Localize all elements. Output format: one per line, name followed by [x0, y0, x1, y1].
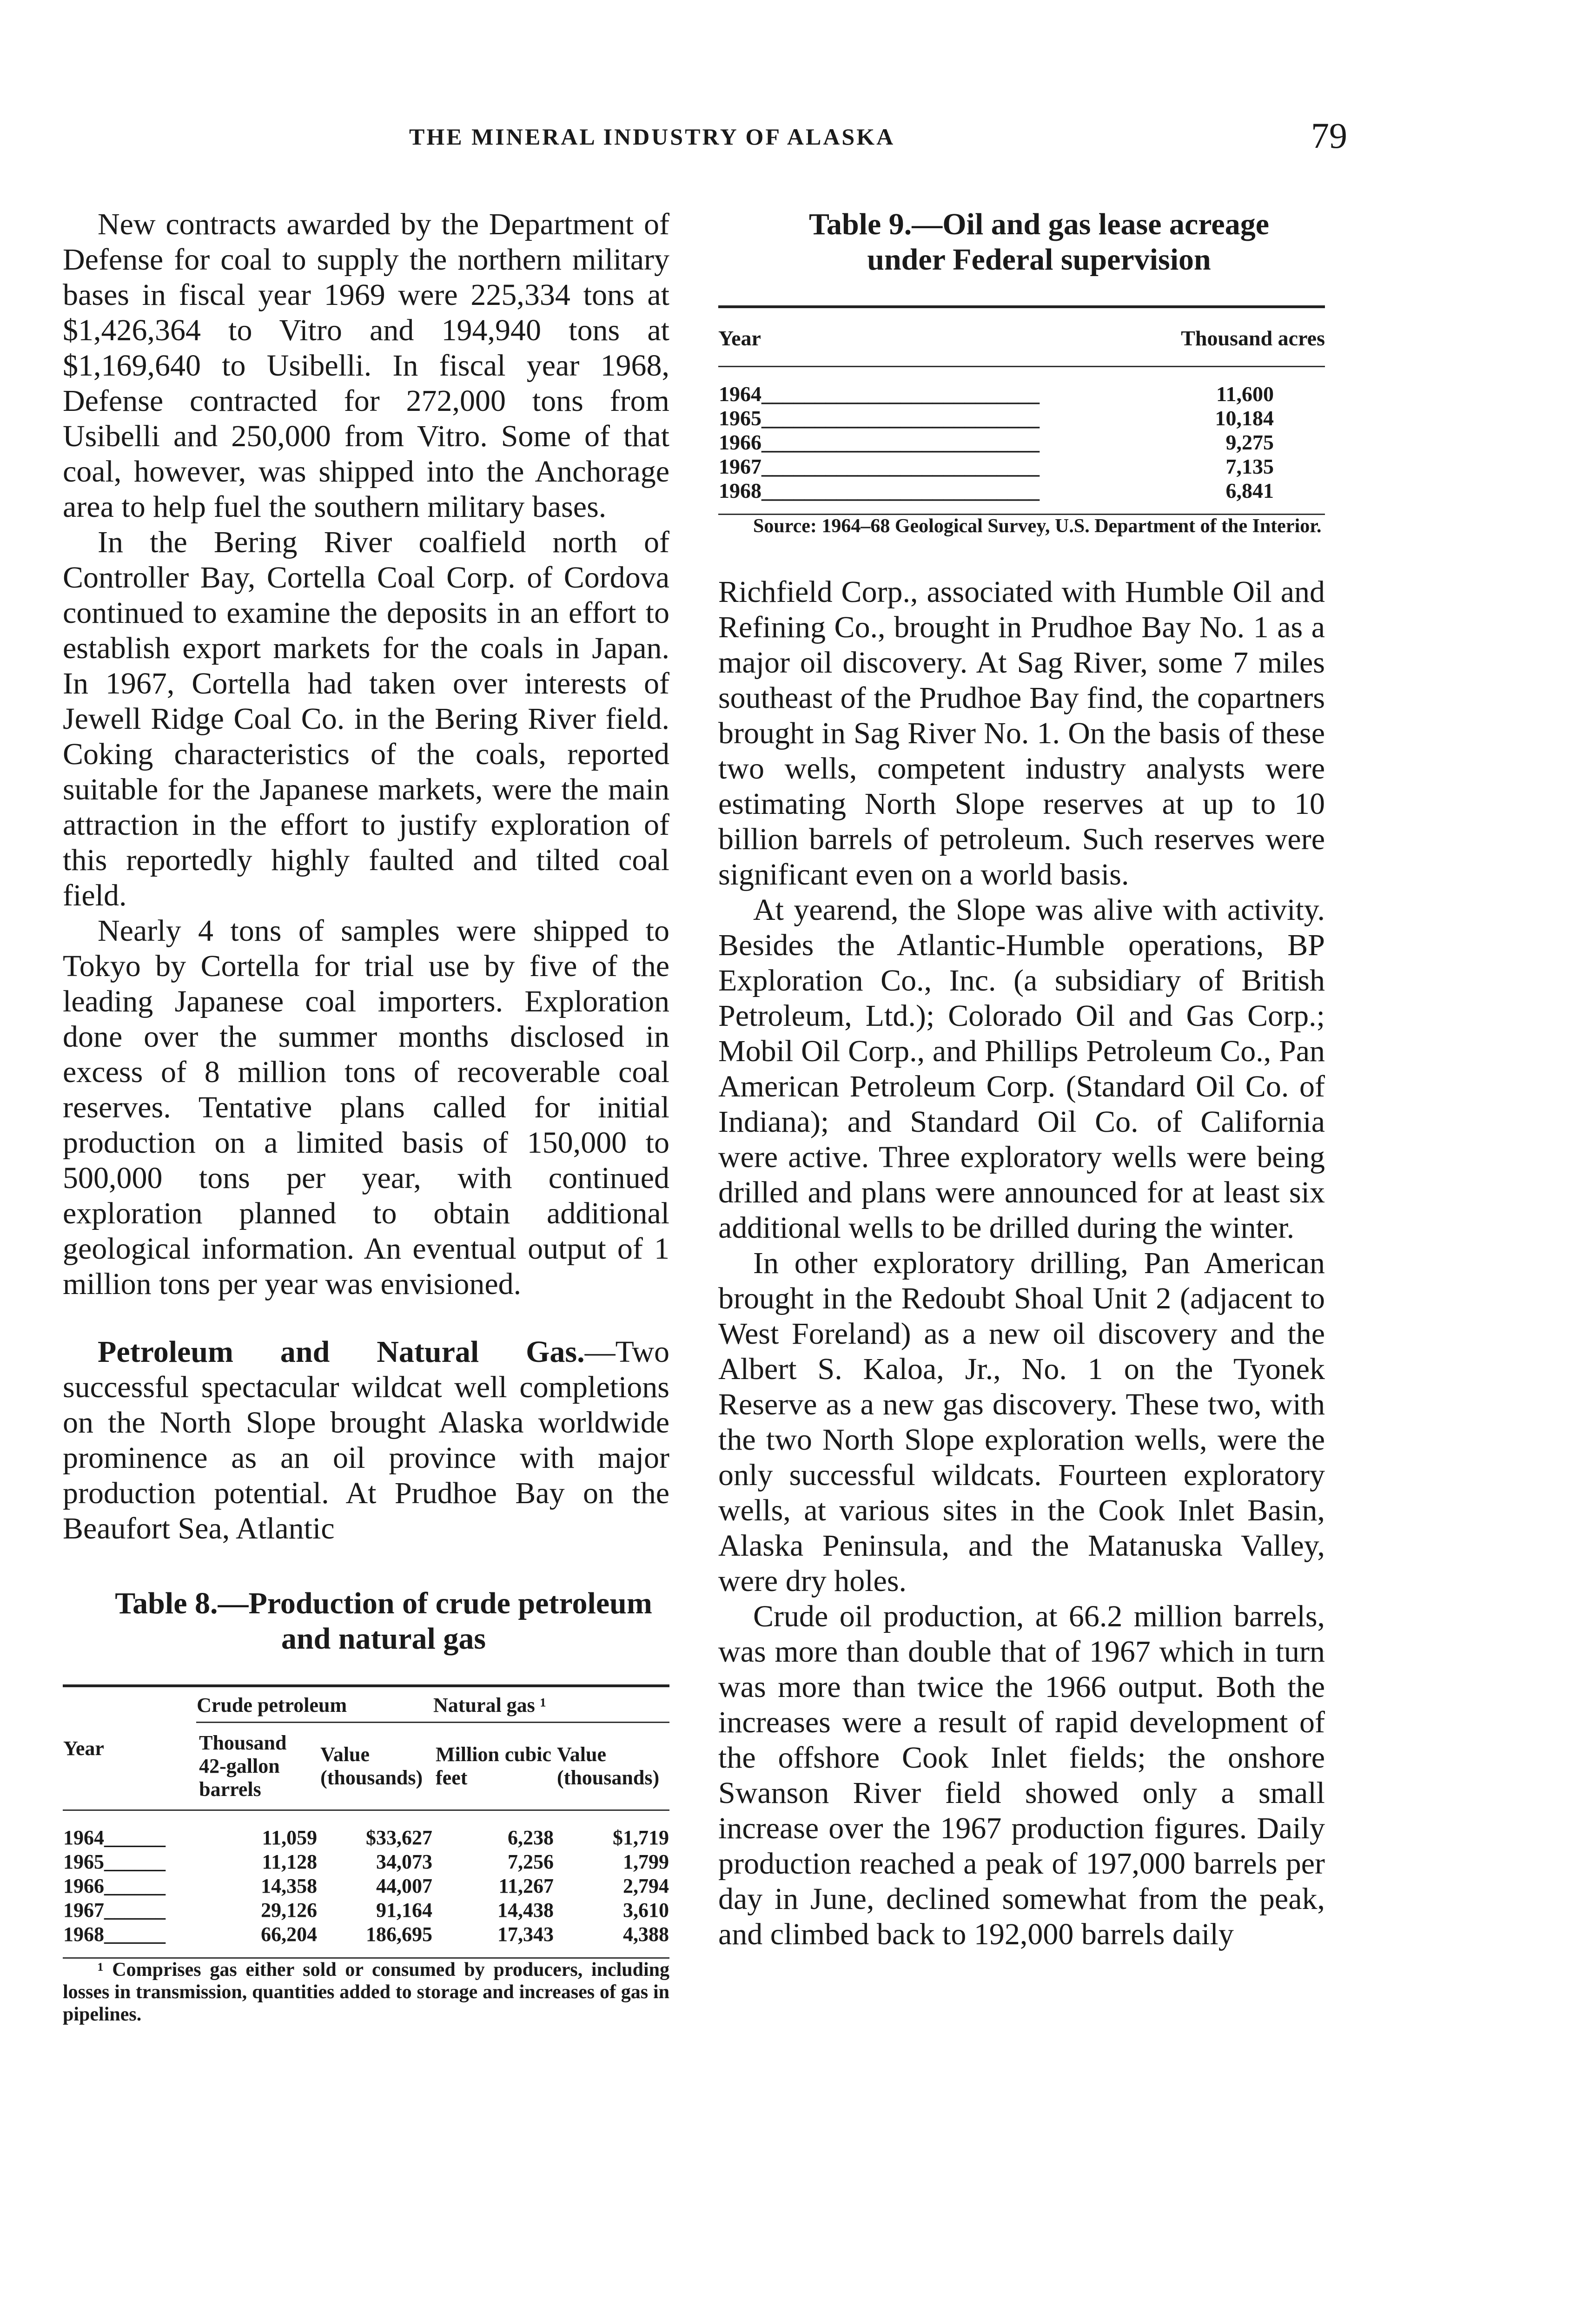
- page-number: 79: [1311, 115, 1347, 156]
- table-row: 1967______ 29,126 91,164 14,438 3,610: [63, 1899, 669, 1921]
- section-paragraph-petroleum: [63, 1334, 669, 1546]
- column-group-header: Natural gas ¹: [433, 1686, 669, 1723]
- column-header: Thousand 42-gallon barrels: [199, 1731, 287, 1801]
- table-8: [63, 1586, 669, 2026]
- column-header: Year: [63, 1736, 104, 1760]
- table-row: 1968______ 66,204 186,695 17,343 4,388: [63, 1922, 669, 1958]
- table-source: Source: 1964–68 Geological Survey, U.S. Department of the Interior.: [753, 515, 1322, 537]
- column-header: Million cubic feet: [436, 1743, 552, 1789]
- body-paragraph: Nearly 4 tons of samples were shipped to Tokyo by Cortella for trial use by five of the leading Japanese coal importers. Exploration done over the summer months disclosed in excess of 8 million tons of recoverable coal reserves. Tentative plans called for initial production on a limited basis of 150,000 to 500,000 tons per year, with continued exploration planned to obtain additional geological information. An eventual output of 1 million tons per year was envisioned.: [63, 914, 669, 1301]
- running-title: THE MINERAL INDUSTRY OF ALASKA: [409, 124, 895, 150]
- column-group-header: Crude petroleum: [196, 1686, 433, 1723]
- table-9: [718, 207, 1325, 537]
- table-row: 1965__________________________ 10,184: [719, 406, 1274, 430]
- table-row: 1966______ 14,358 44,007 11,267 2,794: [63, 1875, 669, 1897]
- body-paragraph: Crude oil production, at 66.2 million barrels, was more than double that of 1967 which in turn was more than twice the 1966 output. Both the increases were a result of rapid development of the offshore Cook Inlet fields; the onshore Swanson River field showed only a small increase over the 1967 production figures. Daily production reached a peak of 197,000 barrels per day in June, declined somewhat from the peak, and climbed back to 192,000 barrels daily: [718, 1599, 1325, 1951]
- column-header: Year: [718, 326, 761, 350]
- body-paragraph: In the Bering River coalfield north of Controller Bay, Cortella Coal Corp. of Cordova continued to examine the deposits in an effort to establish export markets for the coals in Japan. In 1967, Cortella had taken over interests of Jewell Ridge Coal Co. in the Bering River field. Coking characteristics of the coals, reported suitable for the Japanese markets, were the main attraction in the effort to justify exploration of this reportedly highly faulted and tilted coal field.: [63, 525, 669, 912]
- column-header: Thousand acres: [1181, 326, 1325, 350]
- table-caption: and natural gas: [281, 1622, 486, 1656]
- table-row: 1964__________________________ 11,600: [719, 382, 1274, 406]
- section-heading: Petroleum and Natural Gas.: [98, 1335, 585, 1369]
- page-header: [0, 115, 1589, 165]
- column-header: Value (thousands): [320, 1743, 423, 1789]
- right-column: [718, 207, 1325, 1952]
- body-paragraph: In other exploratory drilling, Pan American brought in the Redoubt Shoal Unit 2 (adjacent to West Foreland) as a new oil discovery and the Albert S. Kaloa, Jr., No. 1 on the Tyonek Reserve as a new gas discovery. These two, with the two North Slope exploration wells, were the only successful wildcats. Fourteen exploratory wells, at various sites in the Cook Inlet Basin, Alaska Peninsula, and the Matanuska Valley, were dry holes.: [718, 1246, 1325, 1598]
- column-header: Value (thousands): [557, 1743, 660, 1789]
- lease-acreage-table: [718, 305, 1325, 515]
- section-text: —Two successful spectacular wildcat well completions on the North Slope brought Alaska worldwide prominence as an oil province with major production potential. At Prudhoe Bay on the Beaufort Sea, Atlantic: [63, 1335, 669, 1545]
- body-paragraph: At yearend, the Slope was alive with activity. Besides the Atlantic-Humble operations, BP Exploration Co., Inc. (a subsidiary of British Petroleum, Ltd.); Colorado Oil and Gas Corp.; Mobil Oil Corp., and Phillips Petroleum Co., Pan American Petroleum Corp. (Standard Oil Co. of Indiana); and Standard Oil Co. of California were active. Three exploratory wells were being drilled and plans were announced for at least six additional wells to be drilled during the winter.: [718, 893, 1325, 1245]
- production-table: [63, 1684, 669, 1959]
- table-caption: Table 9.—Oil and gas lease acreage: [809, 207, 1269, 241]
- table-row: 1966__________________________ 9,275: [719, 430, 1274, 454]
- table-caption: under Federal supervision: [867, 243, 1211, 277]
- table-row: 1967__________________________ 7,135: [719, 455, 1274, 478]
- body-paragraph: New contracts awarded by the Department of Defense for coal to supply the northern military bases in fiscal year 1969 were 225,334 tons at $1,426,364 to Vitro and 194,940 tons at $1,169,640 to Usibelli. In fiscal year 1968, Defense contracted for 272,000 tons from Usibelli and 250,000 from Vitro. Some of that coal, however, was shipped into the Anchorage area to help fuel the southern military bases.: [63, 207, 669, 524]
- table-row: 1968__________________________ 6,841: [718, 479, 1325, 515]
- body-paragraph: Richfield Corp., associated with Humble Oil and Refining Co., brought in Prudhoe Bay No. 1 as a major oil discovery. At Sag River, some 7 miles southeast of the Prudhoe Bay find, the copartners brought in Sag River No. 1. On the basis of these two wells, competent industry analysts were estimating North Slope reserves at up to 10 billion barrels of petroleum. Such reserves were significant even on a world basis.: [718, 575, 1325, 891]
- table-footnote: ¹ Comprises gas either sold or consumed by producers, including losses in transmission, quantities added to storage and increases of gas in pipelines.: [63, 1959, 669, 2025]
- table-row: 1964______ 11,059 $33,627 6,238 $1,719: [63, 1826, 669, 1849]
- table-caption: Table 8.—Production of crude petroleum: [115, 1586, 652, 1620]
- table-row: 1965______ 11,128 34,073 7,256 1,799: [63, 1850, 669, 1873]
- left-column: [63, 207, 669, 2026]
